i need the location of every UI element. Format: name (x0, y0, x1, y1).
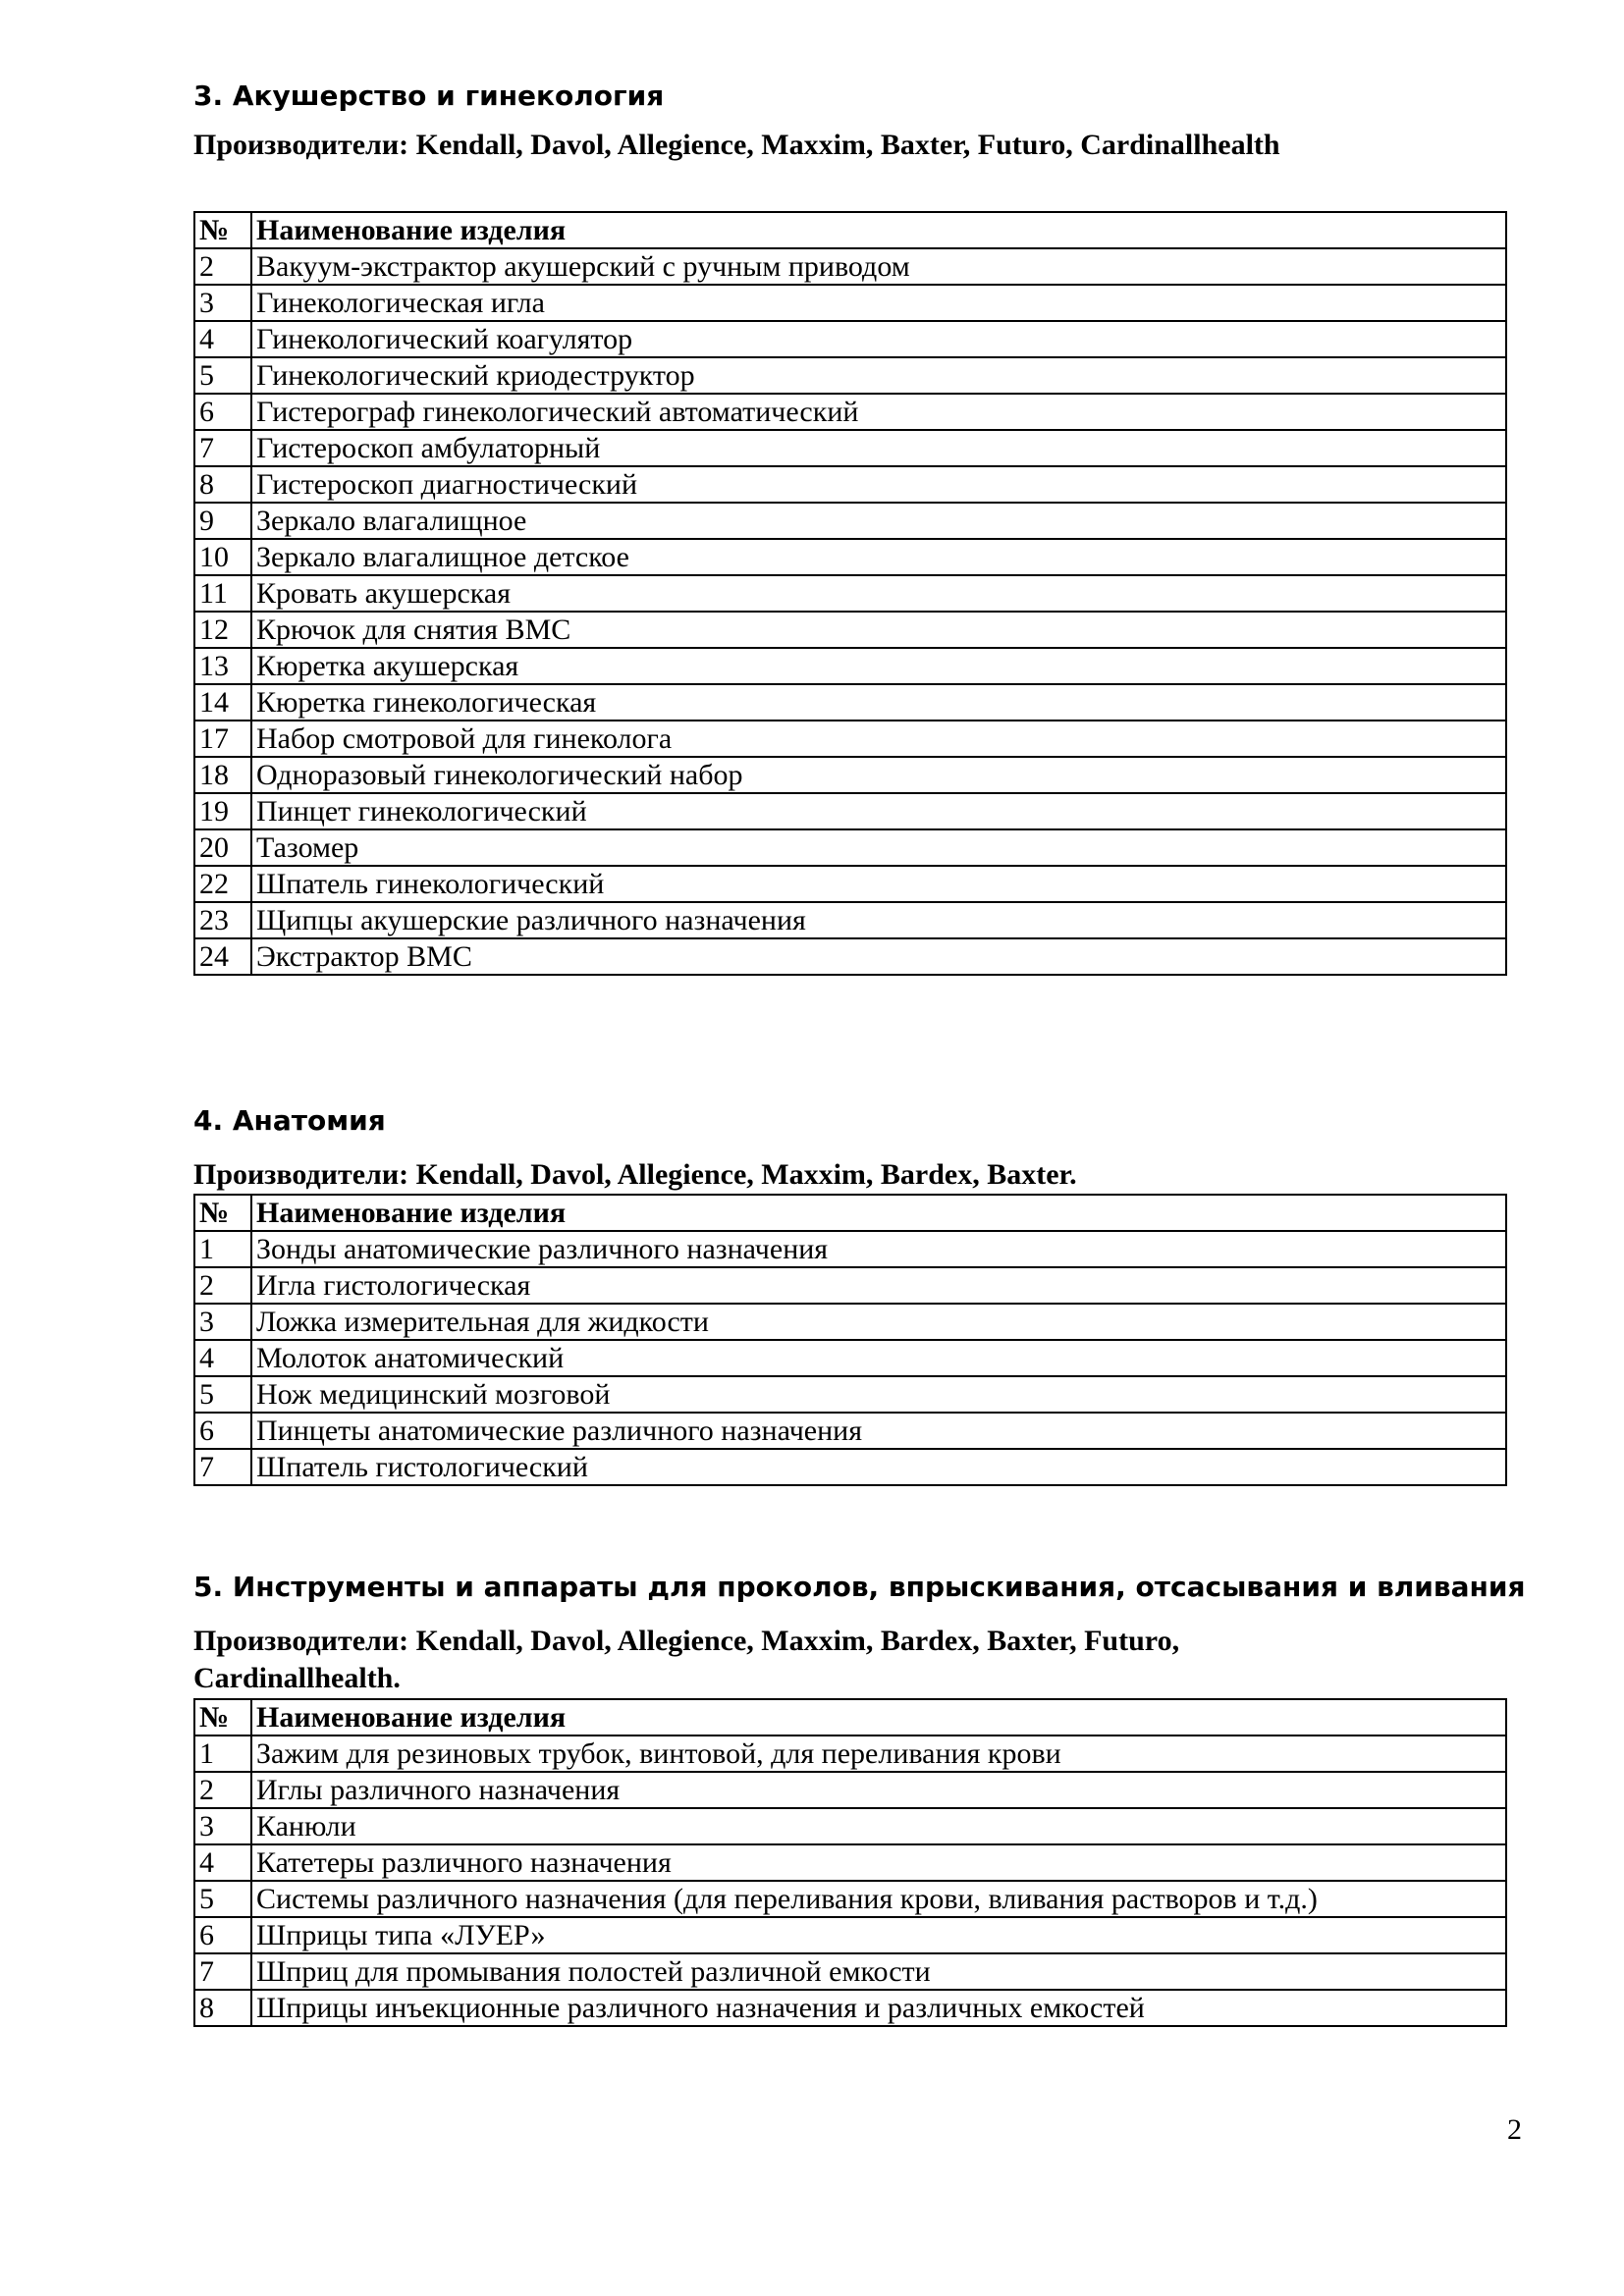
row-item-name: Тазомер (251, 829, 1506, 866)
row-item-name: Нож медицинский мозговой (251, 1376, 1506, 1413)
table-row (194, 612, 1506, 648)
table-header-row (194, 1195, 1506, 1231)
row-number: 5 (194, 1881, 251, 1917)
row-number: 7 (194, 1449, 251, 1485)
table-row (194, 1844, 1506, 1881)
table-row (194, 1953, 1506, 1990)
table-row (194, 1881, 1506, 1917)
section-anatomy-heading (193, 1101, 1507, 1194)
table-row (194, 503, 1506, 539)
table-row (194, 430, 1506, 466)
section-title: 5. Инструменты и аппараты для проколов, впрыскивания, отсасывания и вливания (193, 1571, 1526, 1603)
row-number: 6 (194, 394, 251, 430)
producers-line-continued: Cardinallhealth. (193, 1662, 401, 1694)
table-row (194, 757, 1506, 793)
row-item-name: Шпатель гинекологический (251, 866, 1506, 902)
row-number: 1 (194, 1231, 251, 1267)
row-number: 3 (194, 1808, 251, 1844)
table-row (194, 866, 1506, 902)
row-number: 7 (194, 430, 251, 466)
row-item-name: Гистероскоп амбулаторный (251, 430, 1506, 466)
row-number: 8 (194, 466, 251, 503)
producers-line: Производители: Kendall, Davol, Allegience, Maxxim, Bardex, Baxter, Futuro, (193, 1625, 1180, 1657)
row-number: 24 (194, 938, 251, 975)
row-item-name: Зонды анатомические различного назначения (251, 1231, 1506, 1267)
table-row (194, 1990, 1506, 2026)
row-item-name: Щипцы акушерские различного назначения (251, 902, 1506, 938)
row-number: 4 (194, 1340, 251, 1376)
table-row (194, 1376, 1506, 1413)
row-item-name: Пинцеты анатомические различного назначения (251, 1413, 1506, 1449)
row-number: 23 (194, 902, 251, 938)
table-row (194, 902, 1506, 938)
table-row (194, 394, 1506, 430)
row-item-name: Ложка измерительная для жидкости (251, 1304, 1506, 1340)
row-number: 20 (194, 829, 251, 866)
row-item-name: Одноразовый гинекологический набор (251, 757, 1506, 793)
row-number: 13 (194, 648, 251, 684)
header-item-name: Наименование изделия (251, 1195, 1506, 1231)
table-row (194, 466, 1506, 503)
row-item-name: Канюли (251, 1808, 1506, 1844)
producers-line: Производители: Kendall, Davol, Allegience, Maxxim, Baxter, Futuro, Cardinallhealth (193, 129, 1280, 161)
section-title: 3. Акушерство и гинекология (193, 80, 665, 112)
table-row (194, 575, 1506, 612)
producers-line: Производители: Kendall, Davol, Allegience, Maxxim, Bardex, Baxter. (193, 1158, 1077, 1191)
row-number: 5 (194, 357, 251, 394)
row-item-name: Кюретка гинекологическая (251, 684, 1506, 721)
row-item-name: Зеркало влагалищное (251, 503, 1506, 539)
table-row (194, 829, 1506, 866)
anatomy-table (193, 1194, 1507, 1486)
row-item-name: Иглы различного назначения (251, 1772, 1506, 1808)
row-number: 2 (194, 1267, 251, 1304)
table-row (194, 357, 1506, 394)
header-number: № (194, 1195, 251, 1231)
row-number: 7 (194, 1953, 251, 1990)
row-item-name: Шприцы типа «ЛУЕР» (251, 1917, 1506, 1953)
table-row (194, 684, 1506, 721)
table-row (194, 1449, 1506, 1485)
table-row (194, 1735, 1506, 1772)
row-number: 9 (194, 503, 251, 539)
row-number: 12 (194, 612, 251, 648)
row-number: 11 (194, 575, 251, 612)
obstetrics-table (193, 211, 1507, 976)
row-item-name: Шприц для промывания полостей различной емкости (251, 1953, 1506, 1990)
row-item-name: Шпатель гистологический (251, 1449, 1506, 1485)
table-row (194, 1413, 1506, 1449)
row-number: 1 (194, 1735, 251, 1772)
table-row (194, 1304, 1506, 1340)
page-number: 2 (1507, 2113, 1522, 2146)
row-item-name: Молоток анатомический (251, 1340, 1506, 1376)
header-item-name: Наименование изделия (251, 1699, 1506, 1735)
row-item-name: Гинекологический коагулятор (251, 321, 1506, 357)
table-row (194, 648, 1506, 684)
table-row (194, 1808, 1506, 1844)
table-row (194, 1772, 1506, 1808)
row-number: 4 (194, 1844, 251, 1881)
table-header-row (194, 1699, 1506, 1735)
section-obstetrics-heading (193, 77, 1507, 164)
table-row (194, 793, 1506, 829)
row-number: 19 (194, 793, 251, 829)
row-number: 3 (194, 1304, 251, 1340)
row-item-name: Кровать акушерская (251, 575, 1506, 612)
row-item-name: Гистерограф гинекологический автоматический (251, 394, 1506, 430)
table-row (194, 1267, 1506, 1304)
row-item-name: Набор смотровой для гинеколога (251, 721, 1506, 757)
row-number: 3 (194, 285, 251, 321)
row-number: 8 (194, 1990, 251, 2026)
row-item-name: Зажим для резиновых трубок, винтовой, для переливания крови (251, 1735, 1506, 1772)
section-injection-heading (193, 1568, 1526, 1697)
row-item-name: Шприцы инъекционные различного назначения и различных емкостей (251, 1990, 1506, 2026)
row-item-name: Пинцет гинекологический (251, 793, 1506, 829)
table-row (194, 1231, 1506, 1267)
row-number: 2 (194, 248, 251, 285)
row-item-name: Зеркало влагалищное детское (251, 539, 1506, 575)
header-item-name: Наименование изделия (251, 212, 1506, 248)
row-number: 22 (194, 866, 251, 902)
row-number: 4 (194, 321, 251, 357)
table-row (194, 285, 1506, 321)
row-item-name: Катетеры различного назначения (251, 1844, 1506, 1881)
row-item-name: Гистероскоп диагностический (251, 466, 1506, 503)
injection-table (193, 1698, 1507, 2027)
row-item-name: Гинекологический криодеструктор (251, 357, 1506, 394)
row-item-name: Кюретка акушерская (251, 648, 1506, 684)
row-number: 5 (194, 1376, 251, 1413)
row-item-name: Гинекологическая игла (251, 285, 1506, 321)
row-item-name: Вакуум-экстрактор акушерский с ручным приводом (251, 248, 1506, 285)
section-title: 4. Анатомия (193, 1104, 386, 1137)
table-row (194, 321, 1506, 357)
row-number: 6 (194, 1413, 251, 1449)
table-row (194, 938, 1506, 975)
row-number: 18 (194, 757, 251, 793)
header-number: № (194, 1699, 251, 1735)
row-item-name: Крючок для снятия ВМС (251, 612, 1506, 648)
row-item-name: Игла гистологическая (251, 1267, 1506, 1304)
table-header-row (194, 212, 1506, 248)
row-number: 10 (194, 539, 251, 575)
table-row (194, 1917, 1506, 1953)
row-number: 6 (194, 1917, 251, 1953)
row-number: 2 (194, 1772, 251, 1808)
header-number: № (194, 212, 251, 248)
table-row (194, 721, 1506, 757)
row-item-name: Экстрактор ВМС (251, 938, 1506, 975)
table-row (194, 1340, 1506, 1376)
row-number: 14 (194, 684, 251, 721)
row-item-name: Системы различного назначения (для переливания крови, вливания растворов и т.д.) (251, 1881, 1506, 1917)
row-number: 17 (194, 721, 251, 757)
table-row (194, 539, 1506, 575)
table-row (194, 248, 1506, 285)
